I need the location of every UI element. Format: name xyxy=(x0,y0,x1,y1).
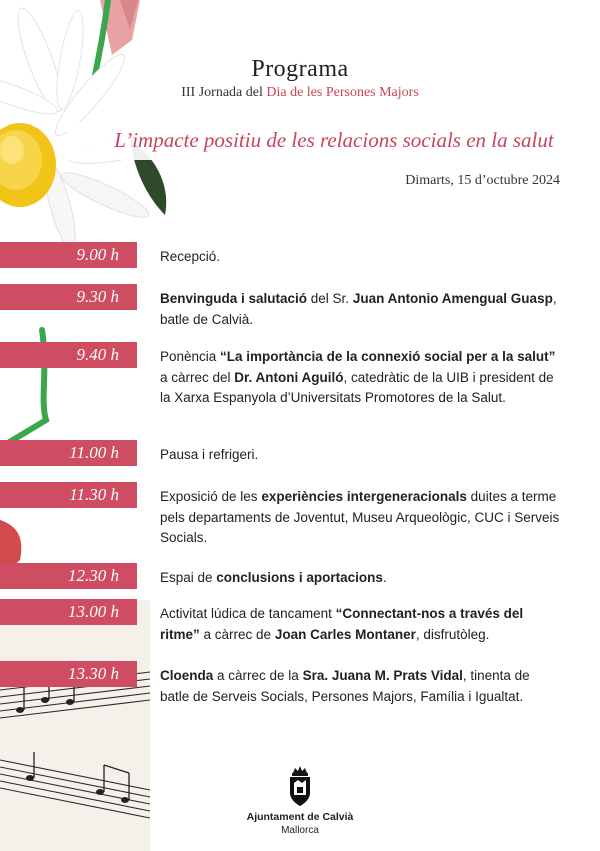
highlighted-text: experiències intergeneracionals xyxy=(261,489,467,504)
description-text: . xyxy=(382,570,387,585)
description-text: a càrrec de xyxy=(199,626,275,642)
description-text: Espai de xyxy=(160,570,217,585)
time-label: 13.30 h xyxy=(0,661,137,687)
session-description xyxy=(160,568,560,589)
highlighted-text: Sra. Juana M. Prats Vidal xyxy=(302,668,463,683)
event-date: Dimarts, 15 d’octubre 2024 xyxy=(405,173,560,188)
municipal-crest-icon xyxy=(285,765,315,807)
subtitle-prefix: III Jornada del xyxy=(181,85,267,100)
session-description xyxy=(160,487,560,549)
session-description xyxy=(160,445,560,466)
session-description xyxy=(160,247,560,268)
red-petal-left xyxy=(0,520,21,568)
footer-region: Mallorca xyxy=(281,825,319,836)
highlighted-text: Benvinguda i salutació xyxy=(160,291,308,306)
session-description xyxy=(160,289,560,330)
highlighted-text: Joan Carles Montaner xyxy=(274,626,416,642)
time-label: 11.00 h xyxy=(0,440,137,466)
description-text: Pausa i refrigeri. xyxy=(160,447,259,462)
highlighted-text: Dr. Antoni Aguiló xyxy=(234,369,344,385)
highlighted-text: Cloenda xyxy=(160,668,214,683)
description-text: a càrrec del xyxy=(160,369,235,385)
highlighted-text: “La importància de la connexió social per a la salut” xyxy=(220,349,556,364)
time-label: 11.30 h xyxy=(0,482,137,508)
session-description xyxy=(160,347,560,409)
description-text: , batle de Calvià. xyxy=(160,291,557,327)
footer-organization: Ajuntament de Calvià xyxy=(246,811,354,823)
subtitle-highlight: Dia de les Persones Majors xyxy=(266,85,419,100)
description-text: Activitat lúdica de tancament xyxy=(160,606,336,621)
time-label: 13.00 h xyxy=(0,599,137,625)
description-text: del Sr. xyxy=(307,291,353,306)
description-text: , catedràtic de la UIB i president de la Xarxa Espanyola d’Universitats Promotores de la Salut. xyxy=(160,369,554,405)
highlighted-text: “Connectant-nos a través del ritme” xyxy=(160,606,524,642)
time-label: 9.00 h xyxy=(0,242,137,268)
description-text: duites a terme pels departaments de Joventut, Museu Arqueològic, CUC i Serveis Socials. xyxy=(160,489,560,545)
session-description xyxy=(160,604,560,645)
description-text: , tinenta de batle de Serveis Socials, Persones Majors, Família i Igualtat. xyxy=(160,668,530,704)
event-theme: L’impacte positiu de les relacions socials en la salut xyxy=(114,128,554,152)
highlighted-text: Juan Antonio Amengual Guasp xyxy=(352,291,553,306)
description-text: Exposició de les xyxy=(160,489,262,504)
description-text: Recepció. xyxy=(160,249,221,264)
description-text: Ponència xyxy=(160,349,221,364)
description-text: , disfrutòleg. xyxy=(415,626,490,642)
time-label: 9.30 h xyxy=(0,284,137,310)
page-title: Programa xyxy=(251,56,349,82)
session-description xyxy=(160,666,560,707)
highlighted-text: conclusions i aportacions xyxy=(216,570,383,585)
description-text: a càrrec de la xyxy=(213,668,303,683)
time-label: 9.40 h xyxy=(0,342,137,368)
time-label: 12.30 h xyxy=(0,563,137,589)
event-subtitle xyxy=(0,85,600,101)
